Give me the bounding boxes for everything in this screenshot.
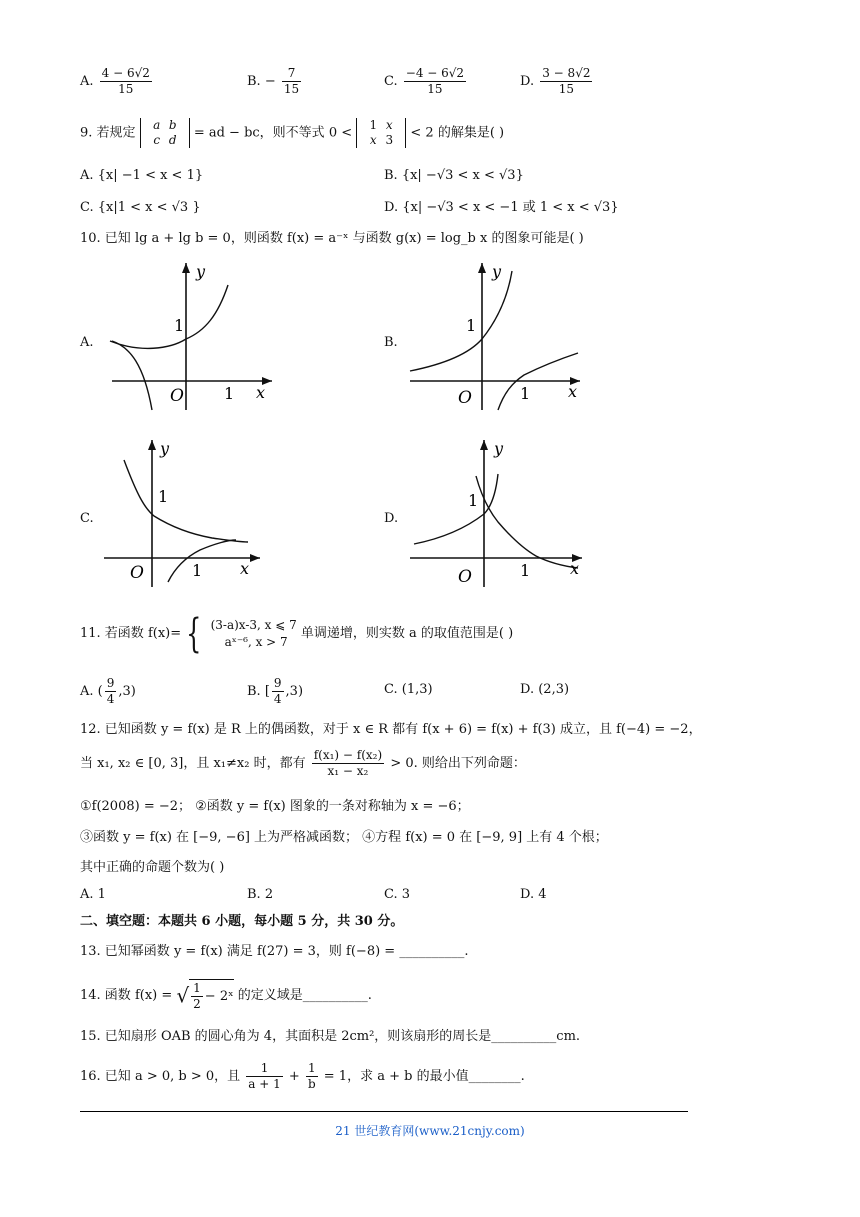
svg-text:y: y [160, 439, 170, 458]
curve-f [124, 460, 248, 542]
q9-option-c: C. {x|1 < x < √3 } [80, 200, 201, 215]
q9-stem: 9. 若规定 a b c d = ad − bc，则不等式 0 < 1 x x 3 < 2 的解集是( ) [80, 118, 505, 147]
q11-option-d: D. (2,3) [520, 682, 570, 697]
svg-text:x: x [256, 383, 266, 402]
svg-text:O: O [170, 386, 184, 406]
q11-option-b: B. [ $\frac{9}{4}$ ,3) [247, 676, 304, 706]
q10-option-a-label: A. [80, 335, 94, 350]
svg-text:y: y [494, 439, 504, 458]
q8-option-a: A. $\frac{4 - 6√2}{15}$ [80, 66, 150, 96]
q11-stem: 11. 若函数 f(x)= { (3-a)x-3, x ⩽ 7 aˣ⁻⁶, x > 7 单调递增，则实数 a 的取值范围是( ) [80, 611, 514, 657]
svg-text:O: O [458, 567, 472, 587]
q12-line-4: ③函数 y = f(x) 在 [−9, −6] 上为严格减函数； ④方程 f(x) = 0 在 [−9, 9] 上有 4 个根； [80, 830, 608, 845]
q12-line-1: 12. 已知函数 y = f(x) 是 R 上的偶函数，对于 x ∈ R 都有 f(x + 6) = f(x) + f(3) 成立，且 f(−4) = −2， [80, 722, 702, 737]
svg-text:1: 1 [520, 384, 531, 403]
q9-determinant-specific: 1 x x 3 [356, 118, 406, 148]
q10-graph-d [400, 432, 600, 592]
section-heading-fill-in: 二、填空题：本题共 6 小题，每小题 5 分，共 30 分。 [80, 914, 404, 929]
curve-f [110, 285, 228, 348]
q8-option-d: D. $\frac{3 - 8√2}{15}$ [520, 66, 591, 96]
svg-text:1: 1 [520, 561, 531, 580]
curve-g [476, 476, 578, 568]
q12-line-2: 当 x₁, x₂ ∈ [0, 3]，且 x₁≠x₂ 时，都有 $\frac{\text{f(x₁) − f(x₂)}}{\text{x₁ − x₂}}$ > 0. 则给出下列命题： [80, 748, 526, 778]
q9-option-b: B. {x| −√3 < x < √3} [384, 168, 524, 183]
q9-determinant-general: a b c d [140, 118, 190, 148]
q8-option-c: C. $\frac{-4 - 6√2}{15}$ [384, 66, 465, 96]
svg-text:1: 1 [466, 316, 477, 335]
curve-f [414, 474, 498, 544]
svg-text:x: x [240, 559, 250, 578]
svg-text:1: 1 [468, 491, 479, 510]
q10-stem: 10. 已知 lg a + lg b = 0，则函数 f(x) = a⁻ˣ 与函数 g(x) = log_b x 的图象可能是( ) [80, 231, 584, 246]
q11-option-a: A. ( $\frac{9}{4}$ ,3) [80, 676, 136, 706]
curve-g [112, 341, 152, 410]
svg-text:O: O [130, 563, 144, 583]
svg-text:1: 1 [158, 487, 169, 506]
q12-option-b: B. 2 [247, 887, 274, 902]
q10-option-d-label: D. [384, 511, 399, 526]
q12-line-3: ①f(2008) = −2； ②函数 y = f(x) 图象的一条对称轴为 x = −6； [80, 799, 470, 814]
q9-option-d: D. {x| −√3 < x < −1 或 1 < x < √3} [384, 200, 619, 215]
svg-text:x: x [570, 559, 580, 578]
q10-graph-c [100, 432, 290, 592]
q10-option-c-label: C. [80, 511, 94, 526]
svg-text:y: y [196, 262, 206, 281]
q12-option-d: D. 4 [520, 887, 547, 902]
q12-option-c: C. 3 [384, 887, 411, 902]
curve-f [410, 271, 512, 371]
svg-text:1: 1 [224, 384, 235, 403]
q11-option-c: C. (1,3) [384, 682, 433, 697]
q12-option-a: A. 1 [80, 887, 106, 902]
q16-text: 16. 已知 a > 0, b > 0，且 $\frac{1}{a + 1}$ + $\frac{1}{b}$ = 1，求 a + b 的最小值________. [80, 1061, 525, 1091]
svg-text:1: 1 [192, 561, 203, 580]
q12-line-5: 其中正确的命题个数为( ) [80, 860, 225, 875]
q15-text: 15. 已知扇形 OAB 的圆心角为 4，其面积是 2cm²，则该扇形的周长是__________cm. [80, 1029, 581, 1044]
q13-text: 13. 已知幂函数 y = f(x) 满足 f(27) = 3，则 f(−8) = __________. [80, 944, 469, 959]
footer-source: 21 世纪教育网(www.21cnjy.com) [335, 1124, 525, 1138]
q10-graph-a [100, 255, 290, 415]
svg-text:O: O [458, 388, 472, 408]
svg-text:y: y [492, 262, 502, 281]
q10-option-b-label: B. [384, 335, 398, 350]
q14-text: 14. 函数 f(x) = √ $\frac{1}{2}$ − 2ˣ 的定义域是__________. [80, 981, 372, 1011]
q10-graph-b [400, 255, 600, 415]
svg-text:1: 1 [174, 316, 185, 335]
svg-text:x: x [568, 382, 578, 401]
q8-option-b: B. − $\frac{7}{15}$ [247, 66, 300, 96]
footer-divider [80, 1111, 688, 1112]
q9-option-a: A. {x| −1 < x < 1} [80, 168, 204, 183]
